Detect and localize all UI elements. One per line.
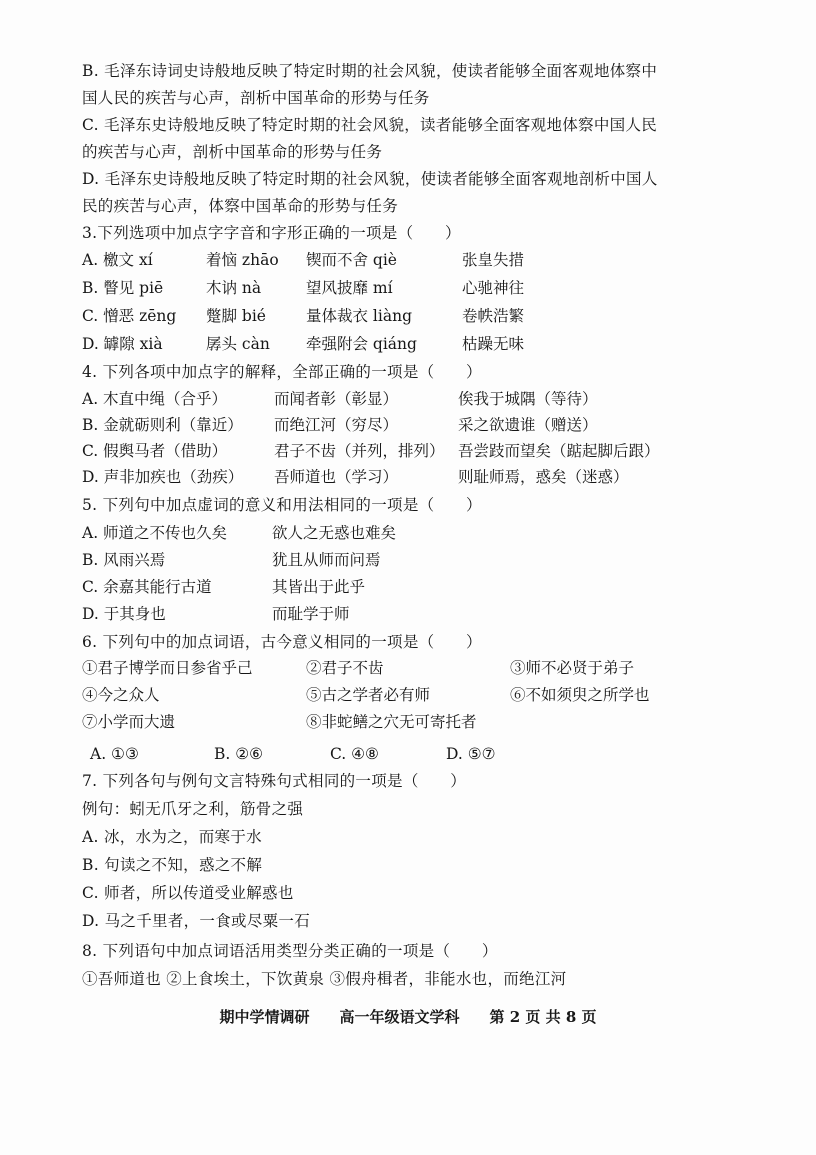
q3-c-4: 卷帙浩繁 [462,307,525,325]
q4-c-2: 君子不齿（并列，排列） [274,442,445,460]
q5-d-1: D. 于其身也 [82,605,166,623]
q3-b-3: 望风披靡 mí [306,279,393,297]
q4-stem: 4. 下列各项中加点字的解释，全部正确的一项是（ ） [82,363,482,381]
q3-a-3: 锲而不舍 qiè [306,251,397,269]
q5-b-2: 犹且从师而问焉 [272,551,381,569]
q8-stem: 8. 下列语句中加点词语活用类型分类正确的一项是（ ） [82,942,498,960]
q3-c-3: 量体裁衣 liàng [306,307,412,325]
q3-b-2: 木讷 nà [206,279,262,297]
q2-option-b-line1: B. 毛泽东诗词史诗般地反映了特定时期的社会风貌，使读者能够全面客观地体察中 [82,62,658,80]
q3-b-4: 心驰神往 [462,279,525,297]
q4-b-1: B. 金就砺则利（靠近） [82,416,243,434]
q3-c-2: 蹩脚 bié [206,307,266,325]
q3-stem: 3.下列选项中加点字字音和字形正确的一项是（ ） [82,224,461,242]
q7-option-b: B. 句读之不知，惑之不解 [82,856,263,874]
q3-d-1: D. 罅隙 xià [82,335,163,353]
q6-choice-a: A. ①③ [90,745,139,763]
q3-a-4: 张皇失措 [462,251,525,269]
q4-a-3: 俟我于城隅（等待） [458,390,598,408]
q3-d-2: 孱头 càn [206,335,270,353]
q2-option-d-line1: D. 毛泽东史诗般地反映了特定时期的社会风貌，使读者能够全面客观地剖析中国人 [82,170,658,188]
q4-c-3: 吾尝跂而望矣（踮起脚后跟） [458,442,660,460]
q6-choice-b: B. ②⑥ [214,745,264,763]
q6-item-1: ①君子博学而日参省乎己 [82,659,253,677]
q5-a-2: 欲人之无惑也难矣 [272,524,397,542]
q4-d-3: 则耻师焉，惑矣（迷惑） [458,468,629,486]
q3-b-1: B. 瞥见 piē [82,279,164,297]
q3-a-2: 着恼 zhāo [206,251,279,269]
q6-item-6: ⑥不如须臾之所学也 [510,686,650,704]
q4-d-2: 吾师道也（学习） [274,468,399,486]
q4-a-2: 而闻者彰（彰显） [274,390,399,408]
q5-c-1: C. 余嘉其能行古道 [82,578,212,596]
q6-item-5: ⑤古之学者必有师 [306,686,431,704]
q7-option-a: A. 冰，水为之，而寒于水 [82,828,262,846]
q6-item-2: ②君子不齿 [306,659,384,677]
q2-option-c-line2: 的疾苦与心声，剖析中国革命的形势与任务 [82,143,383,161]
page-footer: 期中学情调研 高一年级语文学科 第 2 页 共 8 页 [219,1008,597,1026]
q7-stem: 7. 下列各句与例句文言特殊句式相同的一项是（ ） [82,772,467,790]
q3-d-4: 枯躁无味 [462,335,525,353]
q7-option-c: C. 师者，所以传道受业解惑也 [82,884,294,902]
q6-item-7: ⑦小学而大遗 [82,713,176,731]
q3-a-1: A. 檄文 xí [82,251,153,269]
q2-option-c-line1: C. 毛泽东史诗般地反映了特定时期的社会风貌，读者能够全面客观地体察中国人民 [82,116,658,134]
q3-c-1: C. 憎恶 zēng [82,307,177,325]
q2-option-d-line2: 民的疾苦与心声，体察中国革命的形势与任务 [82,197,399,215]
q3-d-3: 牵强附会 qiáng [306,335,417,353]
q4-b-2: 而绝江河（穷尽） [274,416,399,434]
q7-example: 例句：蚓无爪牙之利，筋骨之强 [82,800,304,818]
q4-b-3: 采之欲遗谁（赠送） [458,416,598,434]
q6-choice-c: C. ④⑧ [330,745,379,763]
q6-choice-d: D. ⑤⑦ [446,745,496,763]
q6-item-8: ⑧非蛇鳝之穴无可寄托者 [306,713,477,731]
q5-a-1: A. 师道之不传也久矣 [82,524,228,542]
q7-option-d: D. 马之千里者，一食或尽粟一石 [82,912,311,930]
q5-b-1: B. 风雨兴焉 [82,551,166,569]
q5-stem: 5. 下列句中加点虚词的意义和用法相同的一项是（ ） [82,496,482,514]
q4-c-1: C. 假舆马者（借助） [82,442,228,460]
q2-option-b-line2: 国人民的疾苦与心声，剖析中国革命的形势与任务 [82,89,430,107]
q6-stem: 6. 下列句中的加点词语，古今意义相同的一项是（ ） [82,633,482,651]
q5-c-2: 其皆出于此乎 [272,578,366,596]
q8-items: ①吾师道也 ②上食埃土，下饮黄泉 ③假舟楫者，非能水也，而绝江河 [82,970,567,988]
q6-item-3: ③师不必贤于弟子 [510,659,635,677]
q6-item-4: ④今之众人 [82,686,160,704]
q5-d-2: 而耻学于师 [272,605,350,623]
q4-d-1: D. 声非加疾也（劲疾） [82,468,244,486]
q4-a-1: A. 木直中绳（合乎） [82,390,228,408]
